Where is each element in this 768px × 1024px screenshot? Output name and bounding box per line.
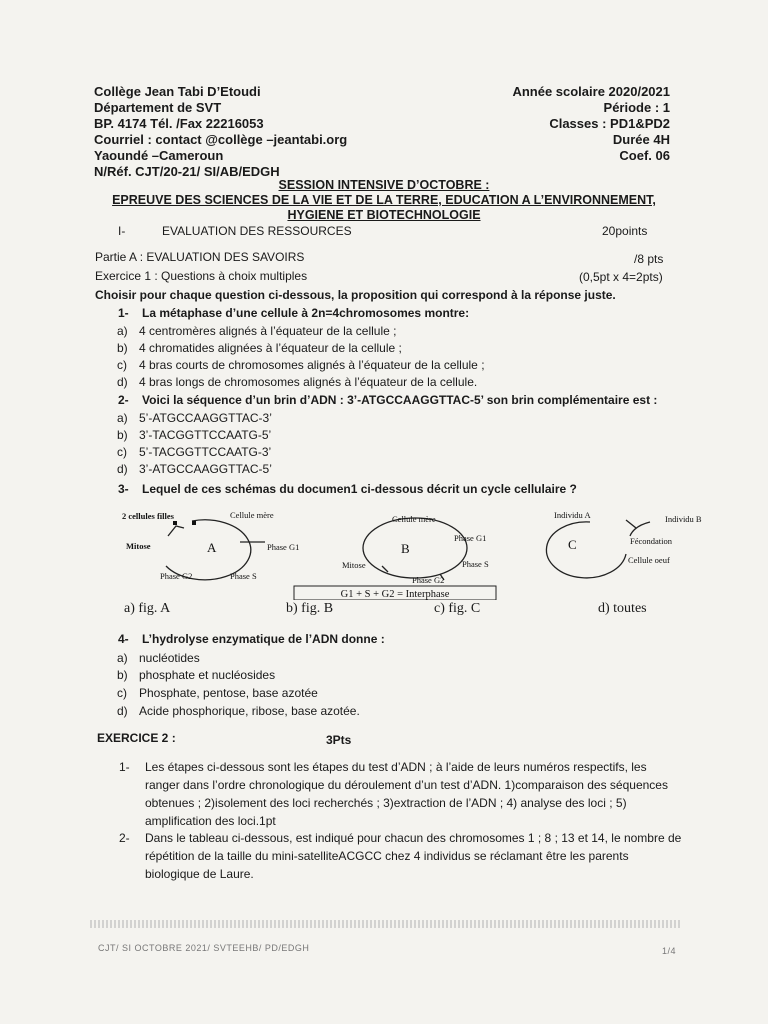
q4-option-b: b) phosphate et nucléosides [117,668,276,682]
email: Courriel : contact @collège –jeantabi.org [94,132,348,147]
postal-address: BP. 4174 Tél. /Fax 22216053 [94,116,264,131]
footer-reference: CJT/ SI OCTOBRE 2021/ SVTEEHB/ PD/EDGH [98,943,310,953]
cycle-c-letter: C [568,537,577,552]
coefficient: Coef. 06 [619,148,670,163]
q1-option-a: a) 4 centromères alignés à l’équateur de la cellule ; [117,324,397,338]
school-year: Année scolaire 2020/2021 [512,84,670,99]
section-title: EVALUATION DES RESSOURCES [162,224,352,238]
q1-option-c: c) 4 bras courts de chromosomes alignés à l’équateur de la cellule ; [117,358,485,372]
label-a-s: Phase S [230,571,257,581]
exam-info [512,84,670,164]
classes: Classes : PD1&PD2 [549,116,670,131]
partie-a-points: /8 pts [634,252,664,266]
department: Département de SVT [94,100,222,115]
q4-text: L’hydrolyse enzymatique de l’ADN donne : [142,632,385,646]
ex2-item2-text: Dans le tableau ci-dessous, est indiqué pour chacun des chromosomes 1 ; 8 ; 13 et 14, le nombre de répétition de la taille du mini-satelliteACGCC chez 4 individus se réclamant être les parents biologique de Laure. [145,831,682,881]
cycle-c-circle [546,522,626,578]
label-c-inda: Individu A [554,510,591,520]
label-b-g1: Phase G1 [454,533,487,543]
exercice1-title: Exercice 1 : Questions à choix multiples [95,269,308,283]
cycle-a-arrow [168,526,184,536]
q1-text: La métaphase d’une cellule à 2n=4chromosomes montre: [142,306,470,320]
ex2-item1-number: 1- [119,760,130,774]
q2-text: Voici la séquence d’un brin d’ADN : 3’-ATGCCAAGGTTAC-5’ son brin complémentaire est : [142,393,658,407]
q3-text: Lequel de ces schémas du documen1 ci-dessous décrit un cycle cellulaire ? [142,482,577,496]
section-points: 20points [602,224,648,238]
q3-answer-b: b) fig. B [286,601,334,616]
exercice2-points: 3Pts [326,733,352,747]
school-info [94,84,347,180]
q2-option-a: a) 5’-ATGCCAAGGTTAC-3’ [117,411,272,425]
q4-option-c: c) Phosphate, pentose, base azotée [117,686,318,700]
q2-option-c: c) 5’-TACGGTTCCAATG-3’ [117,445,272,459]
label-a-g2: Phase G2 [160,571,193,581]
exam-title-line2: HYGIENE ET BIOTECHNOLOGIE [287,208,481,222]
instruction: Choisir pour chaque question ci-dessous, la proposition qui correspond à la réponse juste. [95,288,616,302]
city: Yaoundé –Cameroun [94,148,224,163]
q4-option-a: a) nucléotides [117,651,200,665]
duration: Durée 4H [612,132,670,147]
ex2-item2-number: 2- [119,831,130,845]
cell-cycle-figure [110,500,710,600]
scan-artifact-line [90,920,680,928]
q1-number: 1- [118,306,129,320]
q4-number: 4- [118,632,129,646]
q2-option-d: d) 3’-ATGCCAAGGTTAC-5’ [117,462,272,476]
label-c-oeuf: Cellule oeuf [628,555,670,565]
school-name: Collège Jean Tabi D’Etoudi [94,84,261,99]
page-number: 1/4 [662,946,677,956]
exercice2-title: EXERCICE 2 : [97,731,176,745]
label-b-g2: Phase G2 [412,575,445,585]
period: Période : 1 [603,100,670,115]
q1-option-d: d) 4 bras longs de chromosomes alignés à l’équateur de la cellule. [117,375,478,389]
label-a-filles: 2 cellules filles [122,511,174,521]
cycle-c-arrow [626,520,636,528]
label-b-s: Phase S [462,559,489,569]
label-a-mere: Cellule mère [230,510,274,520]
cycle-b-letter: B [401,541,410,556]
label-b-mere: Cellule mère [392,514,436,524]
q3-number: 3- [118,482,129,496]
q2-option-b: b) 3’-TACGGTTCCAATG-5’ [117,428,272,442]
cycle-b-circle [363,518,467,578]
q3-answer-d: d) toutes [598,601,647,616]
section-number: I- [118,224,126,238]
exam-title-line1: EPREUVE DES SCIENCES DE LA VIE ET DE LA TERRE, EDUCATION A L’ENVIRONNEMENT, [112,193,656,207]
cycle-a-letter: A [207,540,217,555]
exercice1-points: (0,5pt x 4=2pts) [579,270,663,284]
reference: N/Réf. CJT/20-21/ SI/AB/EDGH [94,164,280,179]
label-a-g1: Phase G1 [267,542,300,552]
partie-a-title: Partie A : EVALUATION DES SAVOIRS [95,250,305,264]
label-b-mitose: Mitose [342,560,366,570]
q4-option-d: d) Acide phosphorique, ribose, base azotée. [117,704,360,718]
ex2-item1-text: Les étapes ci-dessous sont les étapes du test d’ADN ; à l’aide de leurs numéros respectifs, les ranger dans l’ordre chronologique du déroulement d’un test d’ADN. 1)comparaison des séquences obtenues ; 2)isolement des loci recherchés ; 3)extraction de l’ADN ; 4) analyse des loci ; 5) amplification des loci.1pt [145,760,668,828]
q2-number: 2- [118,393,129,407]
q1-option-b: b) 4 chromatides alignées à l’équateur de la cellule ; [117,341,402,355]
label-c-indb: Individu B [665,514,702,524]
label-c-fecondation: Fécondation [630,536,673,546]
interphase-formula: G1 + S + G2 = Interphase [340,589,450,600]
label-a-mitose: Mitose [126,541,151,551]
session-title: SESSION INTENSIVE D’OCTOBRE : [278,178,490,192]
q3-answer-c: c) fig. C [434,601,481,616]
q3-answer-a: a) fig. A [124,601,171,616]
